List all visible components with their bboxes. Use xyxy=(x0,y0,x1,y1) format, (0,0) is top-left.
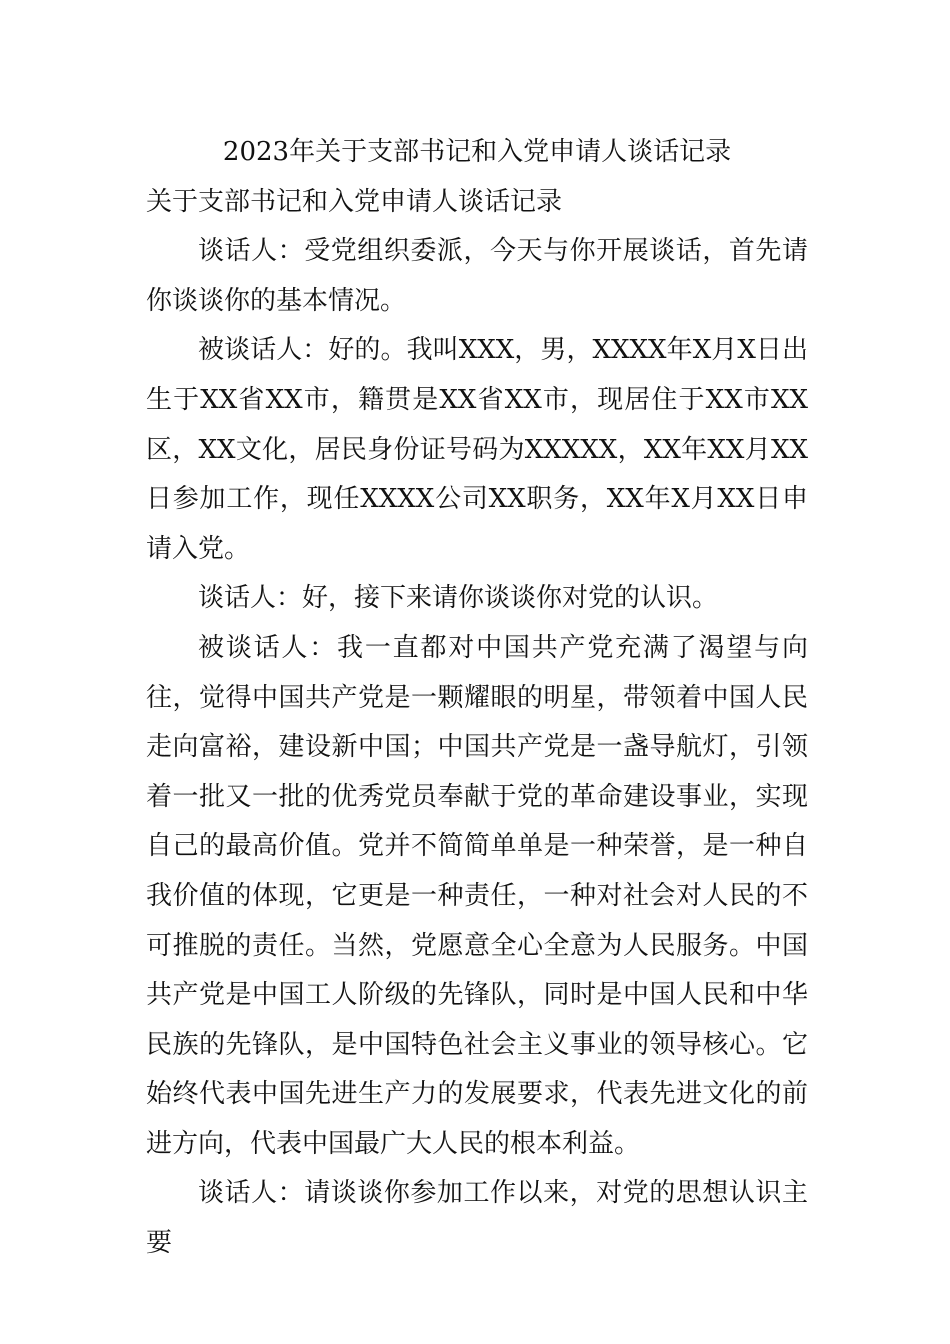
speaker-label: 被谈话人： xyxy=(198,335,329,366)
document-page xyxy=(146,128,808,1269)
speaker-label: 谈话人： xyxy=(198,236,305,267)
dialogue-text: 请谈谈你参加工作以来，对党的思想认识主要 xyxy=(146,1178,808,1259)
dialogue-text: 好，接下来请你谈谈你对党的认识。 xyxy=(302,583,719,614)
dialogue-text: 我一直都对中国共产党充满了渴望与向往，觉得中国共产党是一颗耀眼的明星，带领着中国人民走向富裕，建设新中国；中国共产党是一盏导航灯，引领着一批又一批的优秀党员奉献于党的革命建设事业，实现自己的最高价值。党并不简简单单是一种荣誉，是一种自我价值的体现，它更是一种责任，一种对社会对人民的不可推脱的责任。当然，党愿意全心全意为人民服务。中国共产党是中国工人阶级的先锋队，同时是中国人民和中华民族的先锋队，是中国特色社会主义事业的领导核心。它始终代表中国先进生产力的发展要求，代表先进文化的前进方向，代表中国最广大人民的根本利益。 xyxy=(146,632,808,1159)
speaker-label: 被谈话人： xyxy=(198,632,338,663)
dialogue-paragraph-1 xyxy=(146,227,808,326)
speaker-label: 谈话人： xyxy=(198,583,303,614)
document-title: 2023年关于支部书记和入党申请人谈话记录 xyxy=(222,137,732,167)
speaker-label: 谈话人： xyxy=(198,1178,305,1209)
dialogue-paragraph-2 xyxy=(146,326,808,574)
document-subtitle: 关于支部书记和入党申请人谈话记录 xyxy=(146,186,563,217)
dialogue-paragraph-5 xyxy=(146,1169,808,1268)
dialogue-text: 受党组织委派，今天与你开展谈话，首先请你谈谈你的基本情况。 xyxy=(146,236,808,316)
dialogue-paragraph-4 xyxy=(146,624,808,1170)
dialogue-paragraph-3 xyxy=(146,574,808,624)
dialogue-text: 好的。我叫XXX，男，XXXX年X月X日出生于XX省XX市，籍贯是XX省XX市，现居住于XX市XX区，XX文化，居民身份证号码为XXXXX，XX年XX月XX日参加工作，现任XXXX公司XX职务，XX年X月XX日申请入党。 xyxy=(146,335,808,564)
